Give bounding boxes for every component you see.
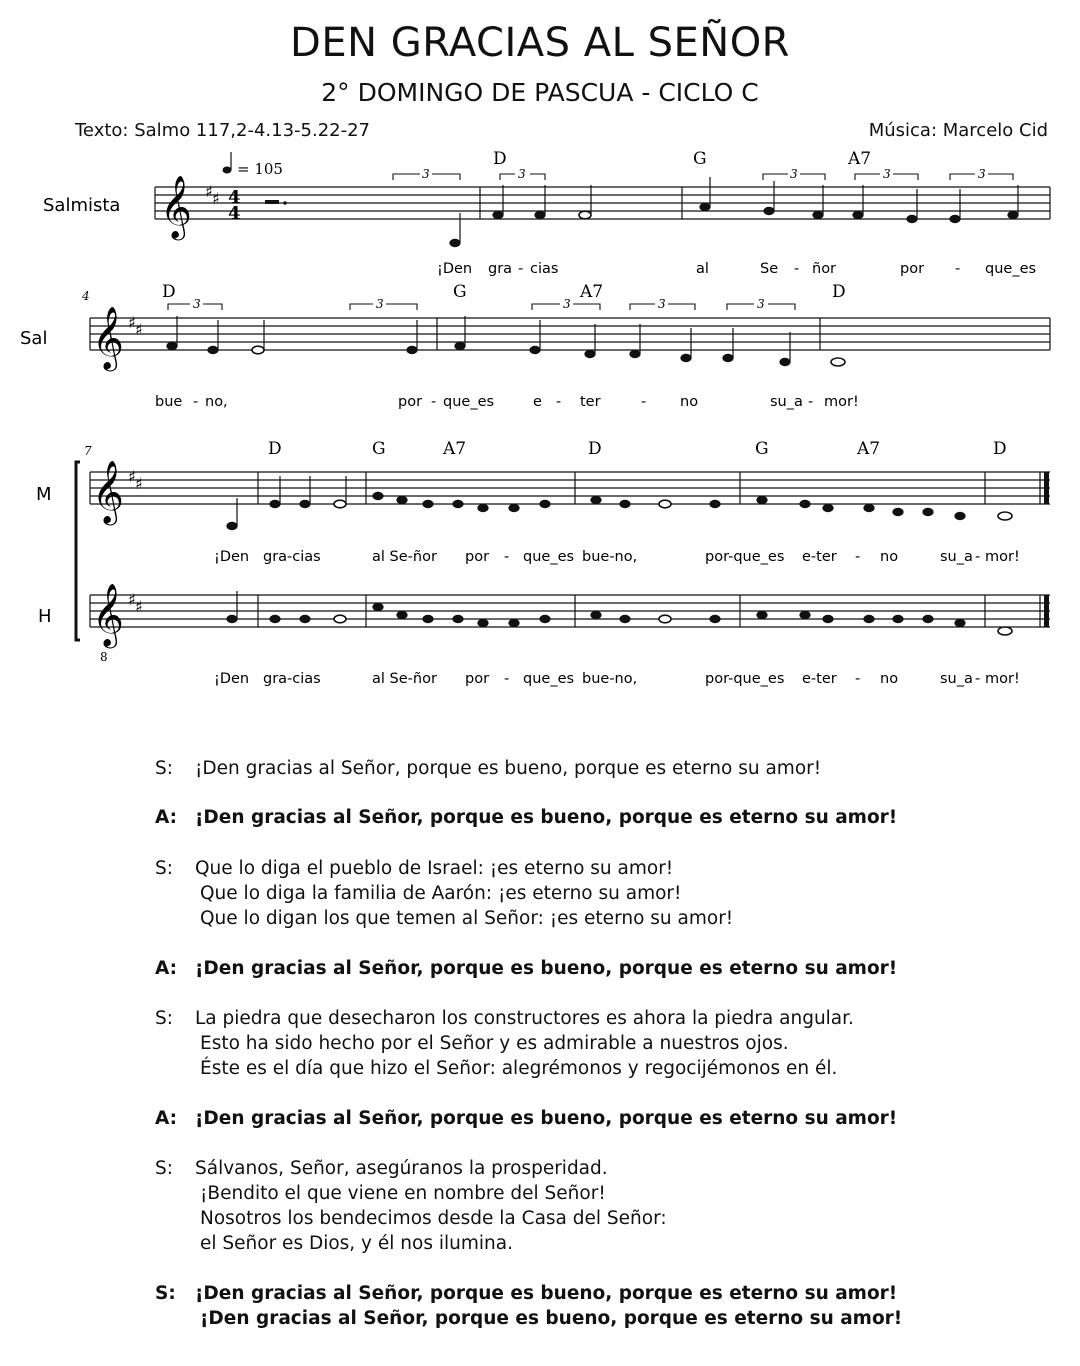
svg-text:por-que_es: por-que_es (705, 549, 785, 565)
svg-text:3: 3 (658, 297, 666, 311)
svg-text:3: 3 (757, 297, 765, 311)
notes-h (227, 591, 1012, 635)
svg-text:-: - (556, 394, 562, 410)
svg-text:su_a: su_a (940, 549, 973, 565)
stanza-s1: S: ¡Den gracias al Señor, porque es bueno, porque es eterno su amor! (155, 758, 822, 779)
svg-text:e-ter: e-ter (802, 671, 837, 687)
svg-text:D: D (162, 282, 176, 302)
svg-text:3: 3 (978, 167, 986, 181)
svg-text:♯: ♯ (135, 474, 143, 493)
svg-text:-: - (955, 261, 961, 277)
svg-text:bue-no,: bue-no, (582, 549, 638, 565)
svg-text:al Se-ñor: al Se-ñor (372, 549, 437, 565)
chords-2 (162, 282, 846, 302)
treble-clef-h: 𝄞 (92, 583, 124, 646)
half-rest (265, 200, 279, 204)
stanza-a1: A: ¡Den gracias al Señor, porque es bueno, porque es eterno su amor! (155, 807, 898, 828)
notes-2 (167, 316, 845, 366)
svg-text:que_es: que_es (523, 549, 575, 565)
svg-text:-: - (504, 671, 510, 687)
svg-text:cias: cias (530, 261, 559, 277)
chord-g: G (693, 149, 707, 169)
svg-text:ter: ter (580, 394, 601, 410)
svg-text:al: al (696, 261, 709, 277)
svg-text:G: G (453, 282, 467, 302)
treble-clef-2: 𝄞 (92, 306, 124, 369)
tuplet-brackets-2 (168, 304, 795, 310)
svg-text:mor!: mor! (985, 671, 1020, 687)
svg-text:ñor: ñor (812, 261, 837, 277)
svg-text:-: - (431, 394, 437, 410)
staff-lines-m (90, 472, 1050, 504)
staff-lines-2 (90, 318, 1050, 350)
notes-m (227, 476, 1012, 530)
svg-text:su_a: su_a (770, 394, 803, 410)
svg-text:no,: no, (205, 394, 228, 410)
chord-a7: A7 (848, 149, 872, 169)
stanza-s4: S: Sálvanos, Señor, asegúranos la prosperidad. ¡Bendito el que viene en nombre del Señor! Nosotros los bendecimos desde la Casa del Señor: el Señor es Dios, y él nos ilumina. (155, 1158, 667, 1254)
svg-text:que_es: que_es (443, 394, 495, 410)
staff-label-h: H (38, 606, 52, 627)
svg-text:no: no (880, 671, 899, 687)
svg-text:¡Den: ¡Den (437, 261, 473, 277)
svg-text:-: - (504, 549, 510, 565)
system-2 (20, 282, 1050, 410)
svg-text:gra: gra (488, 261, 513, 277)
key-sharp-1: ♯ (205, 182, 213, 201)
song-subtitle: 2° DOMINGO DE PASCUA - CICLO C (321, 78, 759, 107)
music-credit: Música: Marcelo Cid (868, 120, 1048, 141)
svg-text:D: D (268, 439, 282, 459)
tempo-mark: = 105 (237, 160, 283, 178)
song-title: DEN GRACIAS AL SEÑOR (290, 20, 790, 66)
lyrics-2 (155, 394, 859, 410)
svg-text:no: no (880, 549, 899, 565)
svg-text:3: 3 (376, 297, 384, 311)
system-3 (36, 439, 1050, 687)
staff-label-m: M (36, 484, 52, 505)
svg-text:-: - (193, 394, 199, 410)
svg-text:¡Den: ¡Den (214, 671, 250, 687)
stanza-s2: S: Que lo diga el pueblo de Israel: ¡es eterno su amor! Que lo diga la familia de Aarón: ¡es eterno su amor! Que lo digan los que temen al Señor: ¡es eterno su amor! (155, 858, 734, 929)
svg-text:-: - (794, 261, 800, 277)
svg-text:su_a: su_a (940, 671, 973, 687)
svg-text:-: - (855, 671, 861, 687)
svg-text:A7: A7 (857, 439, 881, 459)
svg-text:♯: ♯ (135, 320, 143, 339)
svg-text:por: por (465, 671, 490, 687)
svg-text:gra-cias: gra-cias (263, 549, 321, 565)
svg-text:♯: ♯ (128, 313, 136, 332)
treble-clef-m: 𝄞 (92, 460, 124, 523)
chords-3 (268, 439, 1007, 459)
system-1 (43, 149, 1050, 277)
svg-text:mor!: mor! (985, 549, 1020, 565)
key-sharp-2: ♯ (212, 189, 220, 208)
svg-text:-: - (808, 394, 814, 410)
stanza-s3: S: La piedra que desecharon los constructores es ahora la piedra angular. Esto ha sido hecho por el Señor y es admirable a nuestros ojos. Éste es el día que hizo el Señor: alegrémonos y regocijémonos en él. (155, 1008, 854, 1079)
svg-text:A7: A7 (580, 282, 604, 302)
svg-text:e: e (533, 394, 542, 410)
tuplet-brackets-1 (393, 174, 1013, 180)
svg-text:¡Den: ¡Den (214, 549, 250, 565)
octave-mark: 8 (100, 650, 108, 664)
svg-text:G: G (372, 439, 386, 459)
svg-text:que_es: que_es (985, 261, 1037, 277)
svg-text:D: D (832, 282, 846, 302)
svg-text:♯: ♯ (128, 467, 136, 486)
time-sig-top: 4 (228, 187, 241, 208)
svg-text:por: por (465, 549, 490, 565)
chords-1 (493, 149, 871, 169)
svg-text:3: 3 (422, 167, 430, 181)
svg-text:A7: A7 (443, 439, 467, 459)
svg-text:e-ter: e-ter (802, 549, 837, 565)
lyrics-1 (437, 261, 1036, 277)
lyrics-h (214, 671, 1020, 687)
svg-text:al Se-ñor: al Se-ñor (372, 671, 437, 687)
svg-text:-: - (855, 549, 861, 565)
svg-text:3: 3 (193, 297, 201, 311)
svg-text:por-que_es: por-que_es (705, 671, 785, 687)
svg-text:D: D (993, 439, 1007, 459)
lyrics-m (214, 549, 1020, 565)
stanza-s5: S: ¡Den gracias al Señor, porque es bueno, porque es eterno su amor! ¡Den gracias al Señor, porque es bueno, porque es eterno su amor! (155, 1283, 903, 1329)
system-bracket (76, 462, 80, 640)
svg-text:-: - (518, 261, 524, 277)
svg-text:3: 3 (883, 167, 891, 181)
measure-number-7: 7 (84, 444, 92, 458)
svg-text:♯: ♯ (135, 597, 143, 616)
svg-text:no: no (680, 394, 699, 410)
staff-lines-1 (155, 187, 1050, 219)
svg-text:3: 3 (563, 297, 571, 311)
svg-text:G: G (755, 439, 769, 459)
svg-text:que_es: que_es (523, 671, 575, 687)
svg-text:3: 3 (790, 167, 798, 181)
stanza-a2: A: ¡Den gracias al Señor, porque es bueno, porque es eterno su amor! (155, 958, 898, 979)
chord-d: D (493, 149, 507, 169)
svg-text:bue-no,: bue-no, (582, 671, 638, 687)
time-sig-bottom: 4 (228, 203, 241, 224)
svg-text:-: - (641, 394, 647, 410)
svg-text:D: D (588, 439, 602, 459)
measure-number-4: 4 (82, 289, 90, 303)
svg-text:-: - (975, 671, 981, 687)
staff-label-sal: Sal (20, 328, 48, 349)
svg-text:-: - (975, 549, 981, 565)
svg-text:mor!: mor! (824, 394, 859, 410)
svg-text:por: por (900, 261, 925, 277)
svg-text:gra-cias: gra-cias (263, 671, 321, 687)
svg-text:3: 3 (518, 167, 526, 181)
tempo-note (223, 167, 232, 174)
svg-text:por: por (398, 394, 423, 410)
svg-text:♯: ♯ (128, 590, 136, 609)
svg-text:Se: Se (760, 261, 779, 277)
treble-clef: 𝄞 (160, 175, 192, 238)
staff-label-salmista: Salmista (43, 195, 121, 216)
svg-text:bue: bue (155, 394, 183, 410)
music-score (0, 140, 1080, 700)
stanza-a3: A: ¡Den gracias al Señor, porque es bueno, porque es eterno su amor! (155, 1108, 898, 1129)
text-credit: Texto: Salmo 117,2-4.13-5.22-27 (75, 120, 371, 141)
